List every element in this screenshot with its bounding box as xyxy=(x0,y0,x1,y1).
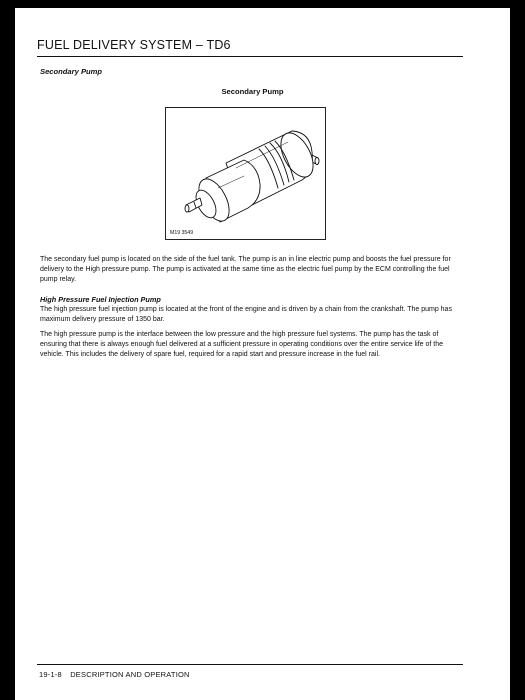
paragraph-hp-pump-location: The high pressure fuel injection pump is located at the front of the engine and is driven by a chain from the crankshaft. The pump has maximum delivery pressure of 1350 bar. xyxy=(40,306,452,323)
paragraph-hp-pump-function: The high pressure pump is the interface between the low pressure and the high pressure fuel systems. The pump has the task of ensuring that there is always enough fuel delivered at a sufficient pressure in operating conditions over the entire service life of the vehicle. This includes the delivery of spare fuel, required for a rapid start and pressure increase in the fuel rail. xyxy=(40,331,443,358)
figure-reference: M19 3549 xyxy=(170,230,194,236)
secondary-pump-drawing xyxy=(166,108,325,239)
header-rule xyxy=(37,56,463,57)
page-footer xyxy=(39,670,190,679)
figure-title: Secondary Pump xyxy=(221,87,284,96)
footer-section: DESCRIPTION AND OPERATION xyxy=(70,670,190,679)
subheading-hp-pump: High Pressure Fuel Injection Pump xyxy=(40,295,161,304)
page-number: 19-1-8 xyxy=(39,670,62,679)
section-heading: Secondary Pump xyxy=(40,67,103,76)
paragraph-secondary-pump: The secondary fuel pump is located on the side of the fuel tank. The pump is an in line electric pump and boosts the fuel pressure for delivery to the High pressure pump. The pump is activated at the same time as the electric fuel pump by the ECM controlling the fuel pump relay. xyxy=(40,256,451,283)
page-title: FUEL DELIVERY SYSTEM – TD6 xyxy=(37,38,231,52)
footer-rule xyxy=(37,664,463,665)
pump-illustration xyxy=(165,107,326,240)
manual-page xyxy=(15,8,510,700)
